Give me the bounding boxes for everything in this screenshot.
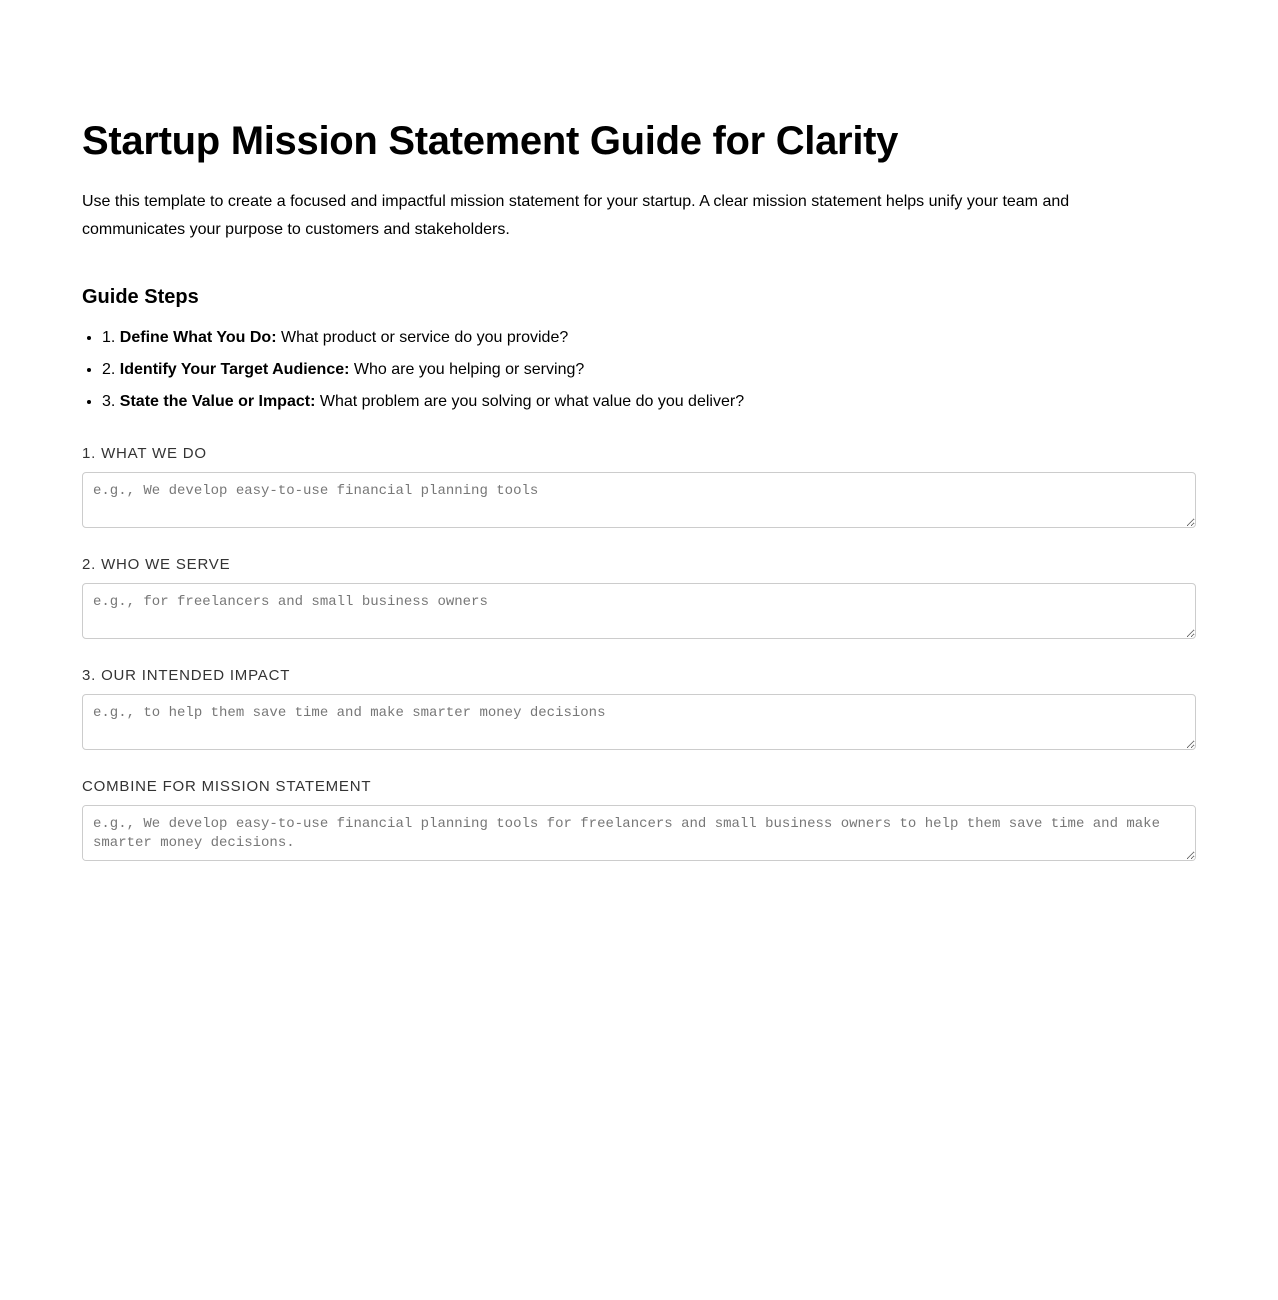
page-title: Startup Mission Statement Guide for Clarity — [82, 119, 899, 163]
who-we-serve-label: 2. WHO WE SERVE — [82, 556, 231, 573]
who-we-serve-field — [82, 556, 1196, 639]
step-title: Define What You Do: — [119, 329, 277, 346]
step-text: What product or service do you provide? — [280, 329, 569, 346]
intended-impact-label: 3. OUR INTENDED IMPACT — [82, 667, 291, 684]
step-title: Identify Your Target Audience: — [119, 361, 350, 378]
mission-statement-label: COMBINE FOR MISSION STATEMENT — [82, 778, 372, 795]
guide-step — [102, 326, 744, 350]
step-number: 3. — [102, 393, 116, 410]
guide-step — [102, 358, 744, 382]
intended-impact-input[interactable] — [82, 694, 1196, 750]
mission-statement-input[interactable] — [82, 805, 1196, 861]
what-we-do-label: 1. WHAT WE DO — [82, 445, 207, 462]
guide-steps-heading: Guide Steps — [82, 286, 199, 308]
step-text: Who are you helping or serving? — [353, 361, 585, 378]
what-we-do-field — [82, 445, 1196, 528]
guide-steps-list — [82, 326, 744, 422]
step-title: State the Value or Impact: — [119, 393, 316, 410]
step-number: 1. — [102, 329, 116, 346]
step-text: What problem are you solving or what value do you deliver? — [319, 393, 745, 410]
who-we-serve-input[interactable] — [82, 583, 1196, 639]
what-we-do-input[interactable] — [82, 472, 1196, 528]
step-number: 2. — [102, 361, 116, 378]
mission-statement-field — [82, 778, 1196, 861]
intended-impact-field — [82, 667, 1196, 750]
intro-paragraph: Use this template to create a focused and impactful mission statement for your startup. A clear mission statement helps unify your team and communicates your purpose to customers and stakeholders. — [82, 193, 1070, 238]
guide-step — [102, 390, 744, 414]
